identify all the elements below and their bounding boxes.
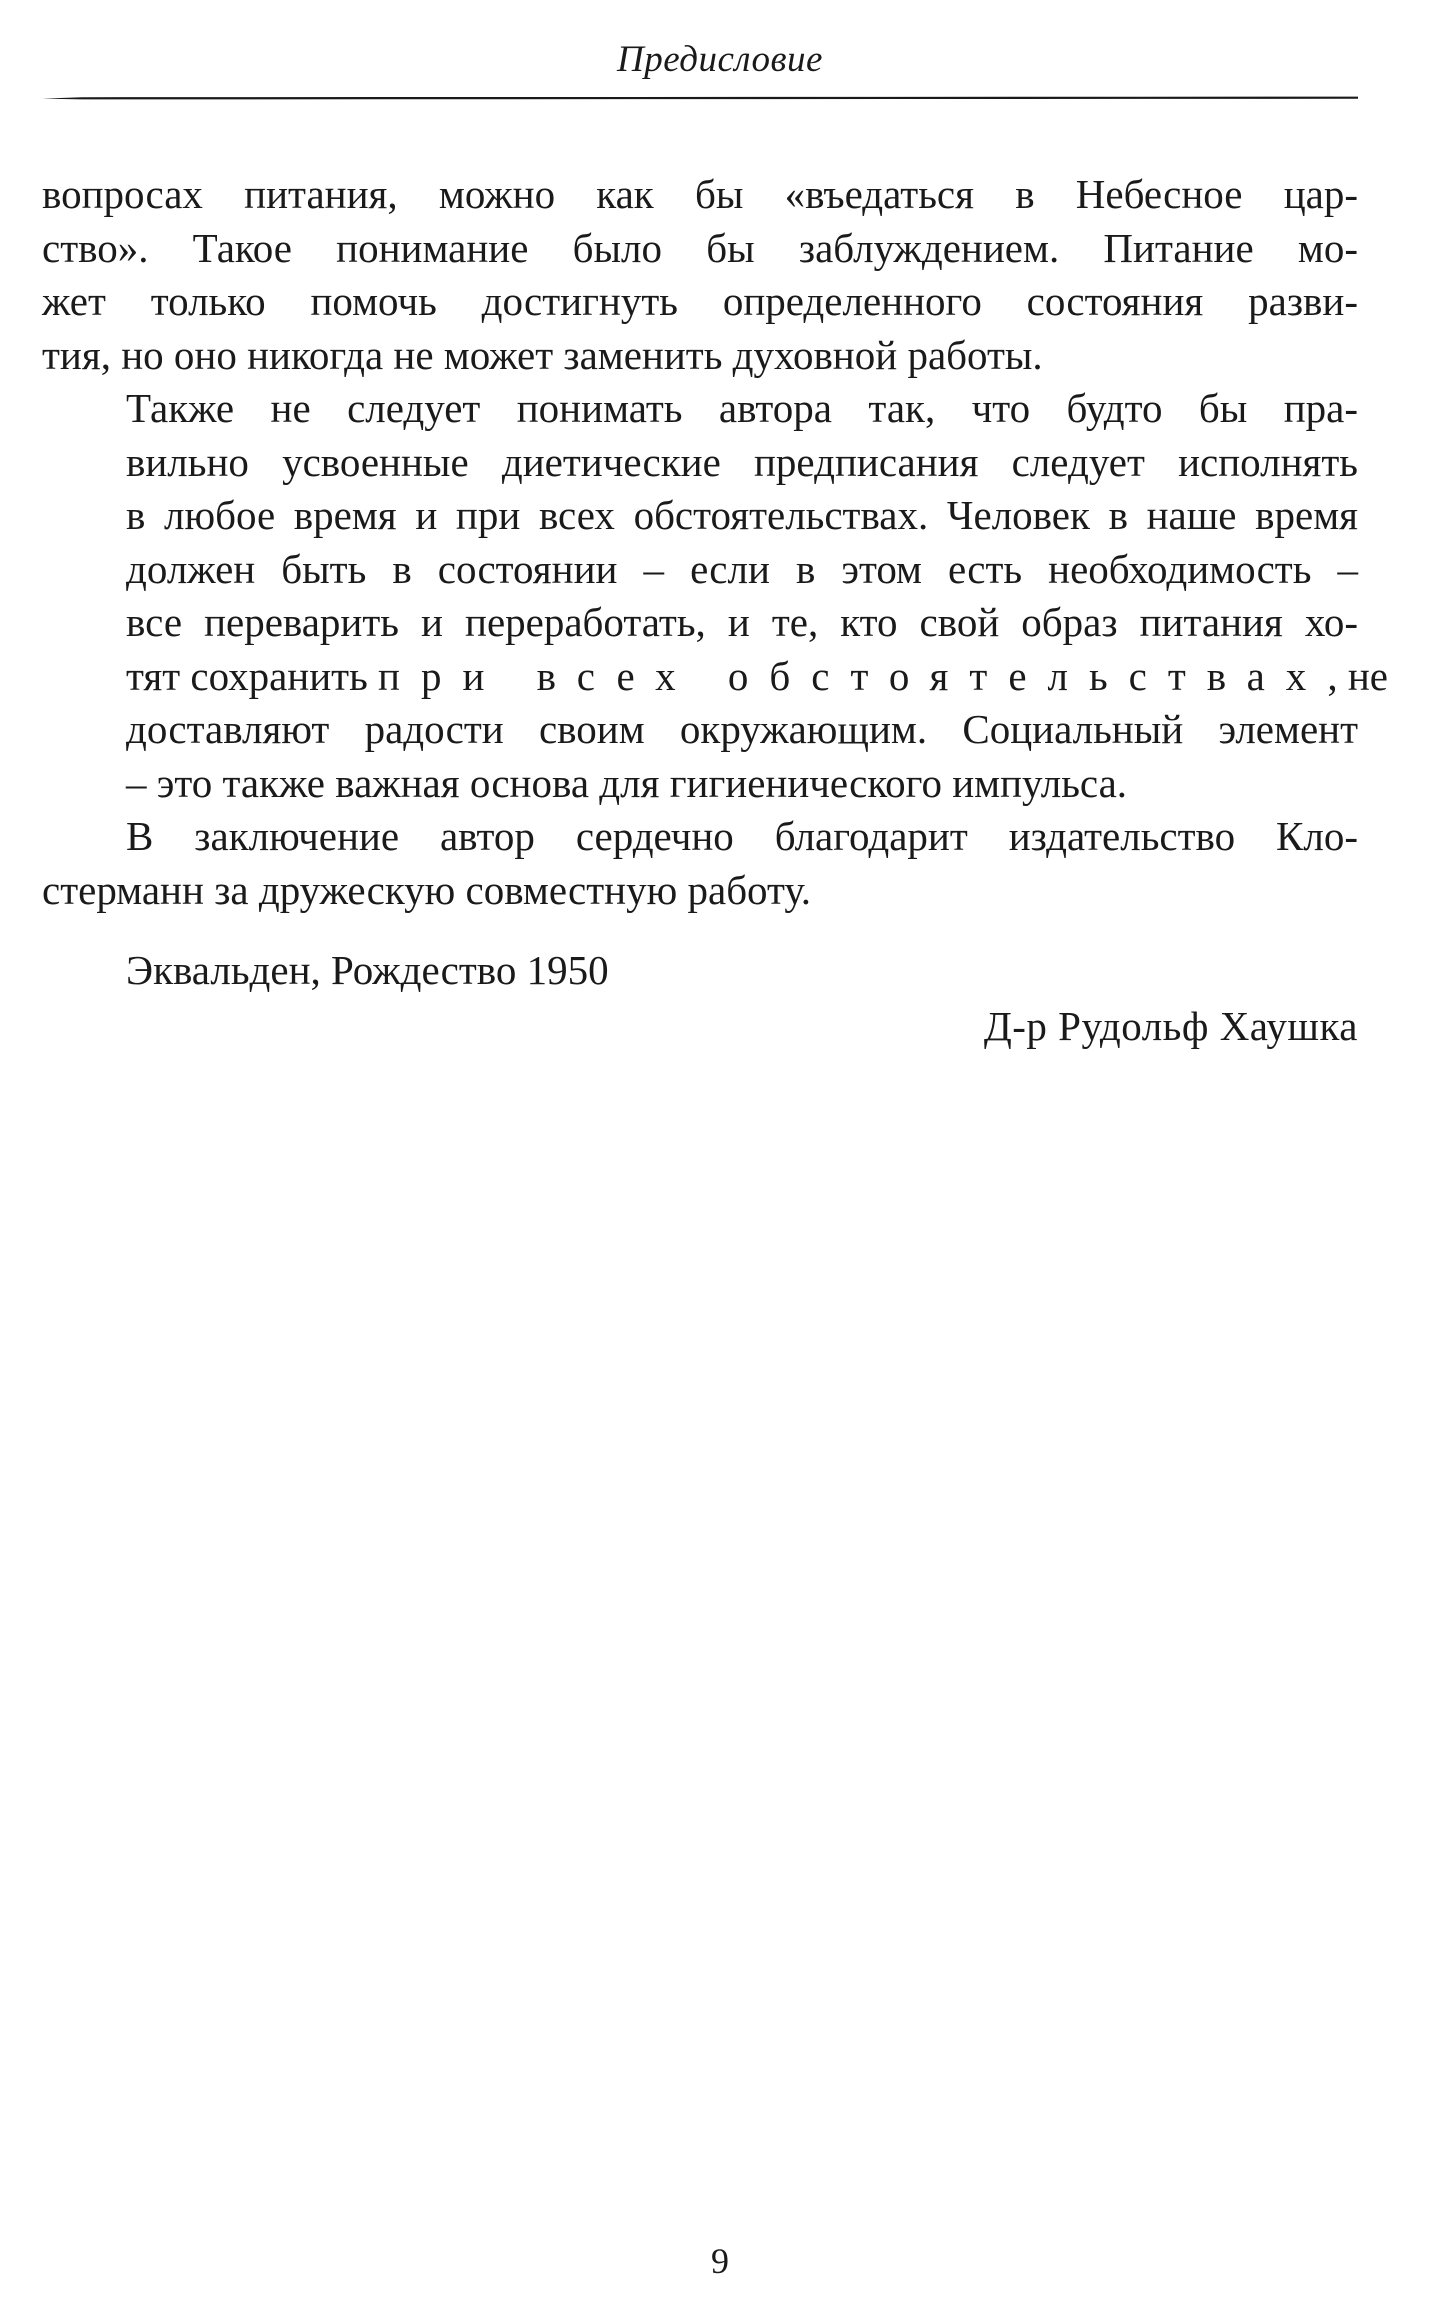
place-date: Эквальден, Рождество 1950 [126, 947, 609, 993]
text-line: в любое время и при всех обстоятельствах. Человек в наше время [126, 492, 1358, 538]
text-line: должен быть в состоянии – если в этом есть необходимость – [126, 545, 1358, 592]
text-line: все переварить и переработать, и те, кто свой образ питания хо- [126, 599, 1358, 645]
text-line: доставляют радости своим окружающим. Социальный элемент [126, 706, 1358, 752]
text-line: – это также важная основа для гигиенического импульса. [126, 759, 1128, 806]
text-line: ство». Такое понимание было бы заблуждением. Питание мо- [42, 224, 1358, 271]
author-signature: Д-р Рудольф Хаушка [983, 1003, 1358, 1049]
running-head: Предисловие [617, 39, 823, 80]
text-line: вопросах питания, можно как бы «въедаться в Небесное цар- [42, 171, 1358, 217]
text-line: тия, но оно никогда не может заменить духовной работы. [42, 331, 1043, 378]
header-rule [42, 96, 1358, 100]
text-line: вильно усвоенные диетические предписания следует исполнять [126, 438, 1358, 485]
paragraph-1 [42, 168, 1358, 382]
spaced-emphasis: при всех обстоятельствах [378, 652, 1328, 699]
text-line: жет только помочь достигнуть определенного состояния разви- [42, 278, 1358, 324]
page-number: 9 [711, 2241, 729, 2281]
text-line-emphasis [42, 650, 1388, 704]
text-run: тят сохранить [126, 652, 379, 699]
body-text [42, 168, 1388, 917]
text-line: стерманн за дружескую совместную работу. [42, 866, 812, 913]
text-line: Также не следует понимать автора так, что будто бы пра- [126, 385, 1358, 431]
paragraph-2 [42, 382, 1388, 810]
text-line: В заключение автор сердечно благодарит издательство Кло- [126, 813, 1358, 859]
paragraph-3 [42, 810, 1358, 917]
text-run: , не [1327, 652, 1388, 699]
